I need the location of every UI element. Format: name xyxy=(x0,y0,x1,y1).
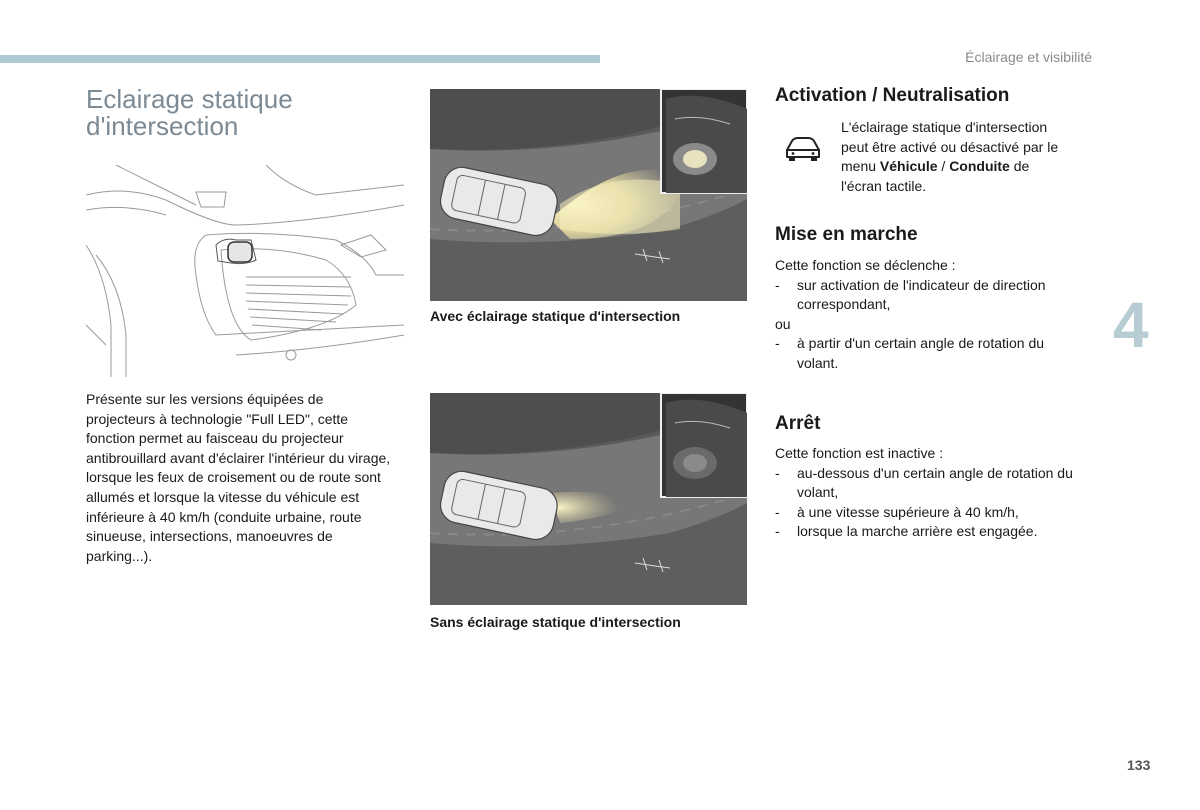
menu-conduite: Conduite xyxy=(949,158,1010,175)
list-item: - lorsque la marche arrière est engagée. xyxy=(775,523,1038,540)
intro-paragraph: Présente sur les versions équipées de projecteurs à technologie "Full LED", cette fonction permet au faisceau du projecteur antibrouillard avant d'éclairer l'intérieur du virage, lorsque les feux de croisement ou de route sont allumés et lorsque la vitesse du véhicule est inférieure à 40 km/h (conduite urbaine, route sinueuse, intersections, manoeuvres de parking...). xyxy=(86,391,391,564)
section-header-title: Éclairage et visibilité xyxy=(965,49,1092,65)
heading-start: Mise en marche xyxy=(775,224,918,245)
activation-text: L'éclairage statique d'intersection peut être activé ou désactivé par le menu Véhicule / Conduite de l'écran tactile. xyxy=(841,119,1059,194)
figure-caption-without: Sans éclairage statique d'intersection xyxy=(430,614,681,630)
header-accent-bar xyxy=(0,55,600,63)
start-intro: Cette fonction se déclenche : xyxy=(775,257,956,273)
start-section xyxy=(775,256,1075,374)
list-item: - à une vitesse supérieure à 40 km/h, xyxy=(775,503,1019,520)
fog-lamp-illustration xyxy=(86,165,404,377)
heading-activation: Activation / Neutralisation xyxy=(775,85,1010,106)
page-title: Eclairage statique d'intersection xyxy=(86,84,293,141)
page-number: 133 xyxy=(1127,757,1151,773)
list-item: - à partir d'un certain angle de rotation du volant. xyxy=(775,335,1045,371)
scene-without-cornering-light xyxy=(430,393,747,605)
figure-caption-with: Avec éclairage statique d'intersection xyxy=(430,308,681,324)
list-item: - au-dessous d'un certain angle de rotation du volant, xyxy=(775,464,1073,501)
stop-section xyxy=(775,444,1075,542)
start-or: ou xyxy=(775,315,791,332)
menu-vehicule: Véhicule xyxy=(879,158,938,175)
stop-intro: Cette fonction est inactive : xyxy=(775,445,944,461)
heading-stop: Arrêt xyxy=(775,413,821,434)
scene-with-cornering-light xyxy=(430,89,747,301)
car-icon xyxy=(784,136,822,162)
list-item: - sur activation de l'indicateur de direction correspondant, xyxy=(775,276,1046,313)
chapter-number: 4 xyxy=(1113,289,1149,361)
